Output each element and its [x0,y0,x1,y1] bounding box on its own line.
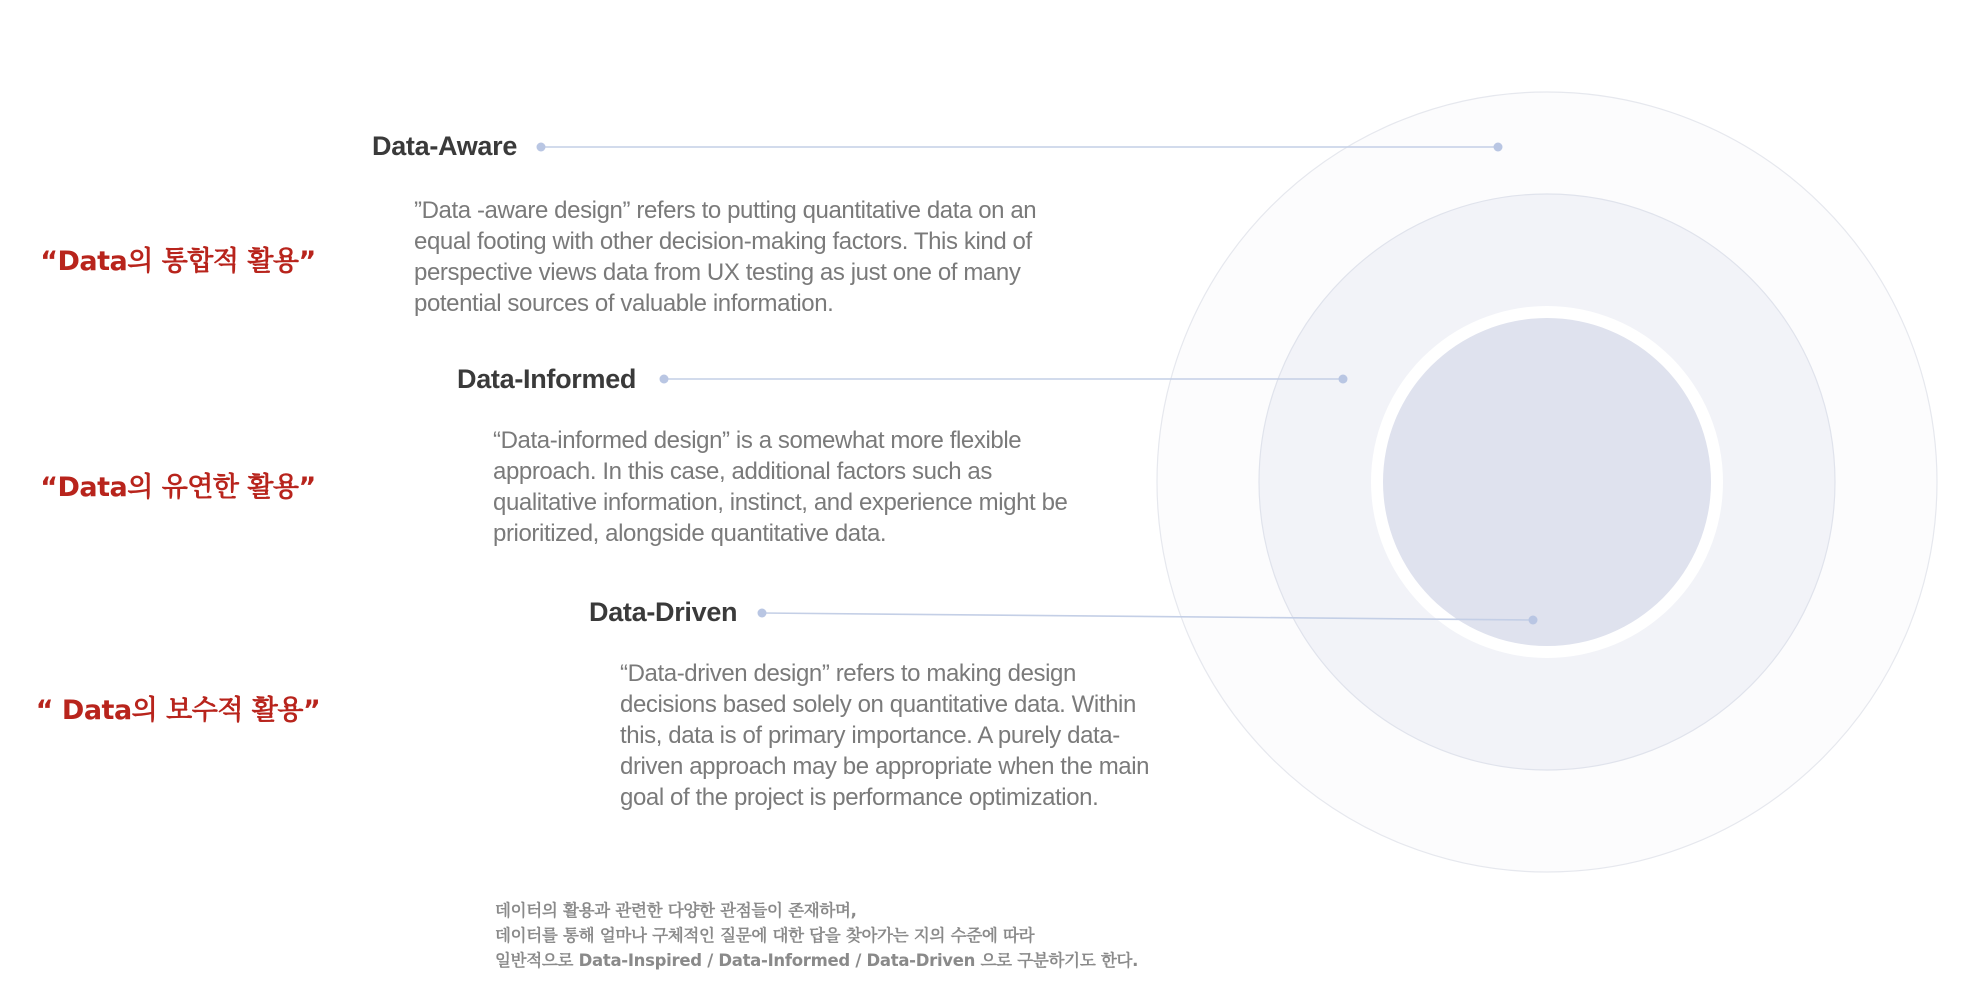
description-line: equal footing with other decision-making factors. This kind of [414,228,1032,255]
description-data-aware [414,195,1134,319]
connector-end-dot-data-driven [1529,616,1538,625]
description-line: goal of the project is performance optimization. [620,784,1099,811]
connector-end-dot-data-informed [1339,375,1348,384]
inner-circle [1383,318,1711,646]
footnote [495,898,1255,973]
korean-label-conservative-use: “ Data의 보수적 활용” [35,695,321,726]
description-line: approach. In this case, additional factors such as [493,458,992,485]
description-line: driven approach may be appropriate when the main [620,753,1150,780]
description-line: potential sources of valuable information. [414,290,834,317]
heading-data-driven: Data-Driven [589,597,738,627]
description-data-driven [620,658,1340,813]
description-line: ”Data -aware design” refers to putting quantitative data on an [414,197,1037,224]
description-line: this, data is of primary importance. A purely data- [620,722,1120,749]
connector-end-dot-data-aware [1494,143,1503,152]
connector-start-dot-data-driven [758,609,767,618]
footnote-line: 데이터의 활용과 관련한 다양한 관점들이 존재하며, [495,901,857,920]
description-line: “Data-informed design” is a somewhat more flexible [493,427,1022,454]
korean-label-integrated-use: “Data의 통합적 활용” [40,246,316,277]
description-line: prioritized, alongside quantitative data. [493,520,887,547]
description-line: perspective views data from UX testing as just one of many [414,259,1021,286]
heading-data-aware: Data-Aware [372,131,518,161]
connector-start-dot-data-aware [537,143,546,152]
connector-start-dot-data-informed [660,375,669,384]
footnote-line: 데이터를 통해 얼마나 구체적인 질문에 대한 답을 찾아가는 지의 수준에 따라 [495,926,1035,945]
heading-data-informed: Data-Informed [457,364,637,394]
description-data-informed [493,425,1213,549]
korean-label-flexible-use: “Data의 유연한 활용” [40,472,316,503]
footnote-line: 일반적으로 Data-Inspired / Data-Informed / Data-Driven 으로 구분하기도 한다. [495,951,1139,970]
description-line: “Data-driven design” refers to making design [620,660,1076,687]
description-line: qualitative information, instinct, and experience might be [493,489,1068,516]
description-line: decisions based solely on quantitative data. Within [620,691,1136,718]
